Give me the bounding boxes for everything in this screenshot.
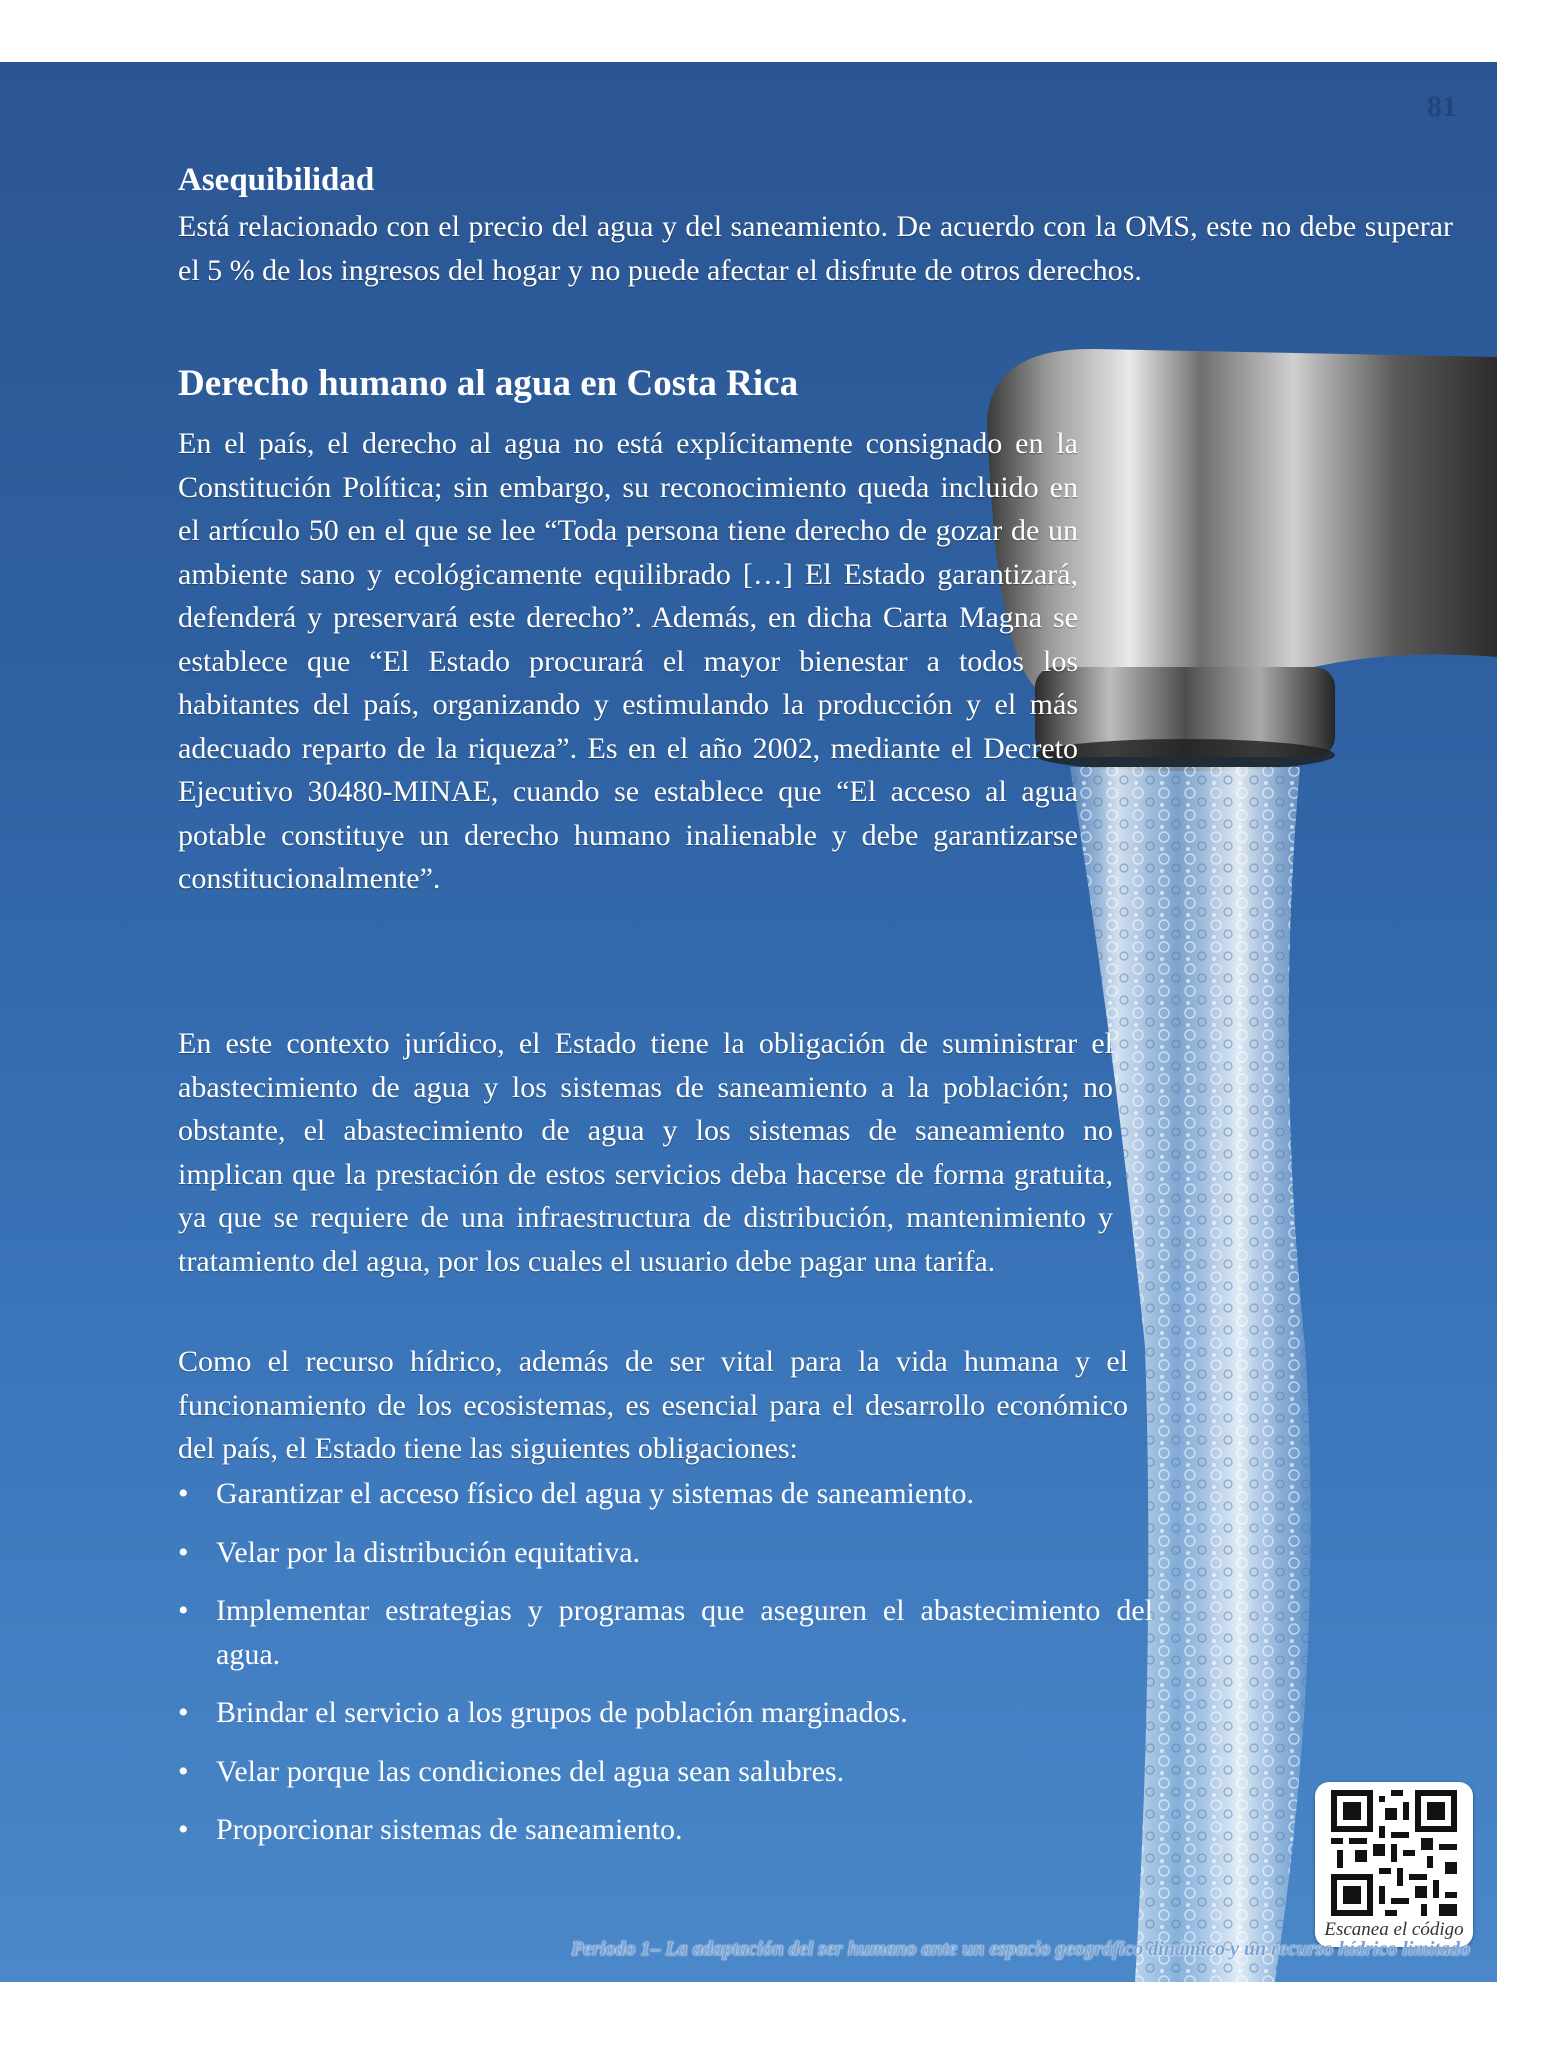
page-background — [0, 62, 1497, 1982]
list-item: • Garantizar el acceso físico del agua y sistemas de saneamiento. — [178, 1477, 975, 1510]
list-item: • Brindar el servicio a los grupos de población marginados. — [178, 1696, 908, 1729]
list-item: • Velar por la distribución equitativa. — [178, 1535, 641, 1569]
qr-caption: Escanea el código — [1324, 1919, 1464, 1940]
footer-period-title: Periodo 1– La adaptación del ser humano ante un espacio geográfico dinámico y un recurso hídrico limitado — [571, 1938, 1470, 1960]
list-item: • Proporcionar sistemas de saneamiento. — [178, 1813, 683, 1846]
qr-code-box[interactable] — [1315, 1782, 1473, 1947]
section-heading-derecho-humano: Derecho humano al agua en Costa Rica — [178, 363, 799, 404]
list-item: • Implementar estrategias y programas que aseguren el abastecimiento del agua. — [178, 1594, 1153, 1671]
derecho-paragraph-3: Como el recurso hídrico, además de ser vital para la vida humana y el funcionamiento de los ecosistemas, es esencial para el desarrollo económico del país, el Estado tiene las siguientes obligaciones: — [178, 1345, 1128, 1465]
derecho-paragraph-2: En este contexto jurídico, el Estado tiene la obligación de suministrar el abastecimiento de agua y los sistemas de saneamiento a la población; no obstante, el abastecimiento de agua y los sistemas de saneamiento no implican que la prestación de estos servicios deba hacerse de forma gratuita, ya que se requiere de una infraestructura de distribución, mantenimiento y tratamiento del agua, por los cuales el usuario debe pagar una tarifa. — [178, 1027, 1113, 1278]
derecho-paragraph-1: En el país, el derecho al agua no está explícitamente consignado en la Constitución Política; sin embargo, su reconocimiento queda incluido en el artículo 50 en el que se lee “Toda persona tiene derecho de gozar de un ambiente sano y ecológicamente equilibrado […] El Estado garantizará, defenderá y preservará este derecho”. Además, en dicha Carta Magna se establece que “El Estado procurará el mayor bienestar a todos los habitantes del país, organizando y estimulando la producción y el más adecuado reparto de la riqueza”. Es en el año 2002, mediante el Decreto Ejecutivo 30480-MINAE, cuando se establece que “El acceso al agua potable constituye un derecho humano inalienable y debe garantizarse constitucionalmente”. — [178, 427, 1078, 895]
qr-code-icon — [1331, 1790, 1457, 1916]
asequibilidad-paragraph: Está relacionado con el precio del agua y del saneamiento. De acuerdo con la OMS, este no debe superar el 5 % de los ingresos del hogar y no puede afectar el disfrute de otros derechos. — [178, 210, 1453, 287]
page-number: 81 — [1427, 90, 1457, 123]
obligations-list — [178, 1472, 1153, 1867]
section-heading-asequibilidad: Asequibilidad — [178, 162, 375, 198]
list-item: • Velar porque las condiciones del agua sean salubres. — [178, 1754, 845, 1788]
